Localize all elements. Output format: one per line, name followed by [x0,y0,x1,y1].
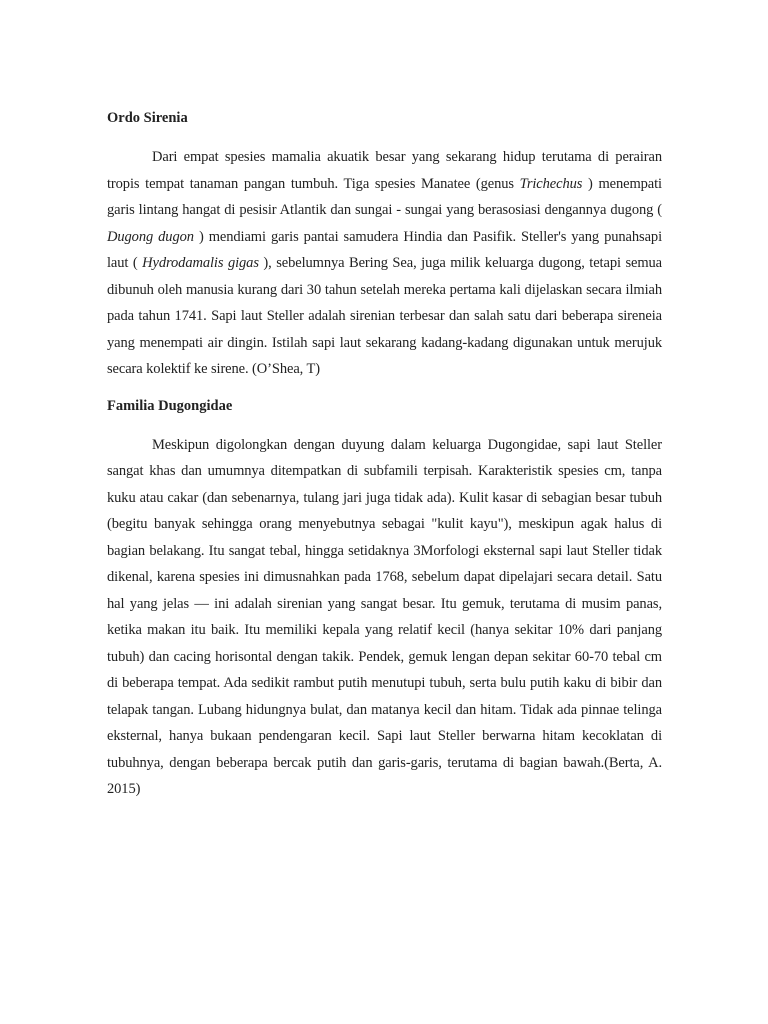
species-name-italic: Hydrodamalis gigas [142,255,259,271]
paragraph-text: ) mendiami garis pantai samudera Hindia dan Pasifik. Steller's yang punahsapi laut ( [107,228,663,271]
paragraph-text: Meskipun digolongkan dengan duyung dalam keluarga Dugongidae, sapi laut Steller sangat khas dan umumnya ditempatkan di subfamili terpisah. Karakteristik spesies cm, tanpa kuku atau cakar (dan sebenarnya, tulang jari juga tidak ada). Kulit kasar di sebagian besar tubuh (begitu banyak sehingga orang menyebutnya sebagai "kulit kayu"), meskipun agak halus di bagian belakang. Itu sangat tebal, hingga setidaknya 3Morfologi eksternal sapi laut Steller tidak dikenal, karena spesies ini dimusnahkan pada 1768, sebelum dapat dipelajari secara detail. Satu hal yang jelas — ini adalah sirenian yang sangat besar. Itu gemuk, terutama di musim panas, ketika makan itu baik. Itu memiliki kepala yang relatif kecil (hanya sekitar 10% dari panjang tubuh) dan cacing horisontal dengan takik. Pendek, gemuk lengan depan sekitar 60-70 tebal cm di beberapa tempat. Ada sedikit rambut putih menutupi tubuh, serta bulu putih kaku di bibir dan telapak tangan. Lubang hidungnya bulat, dan matanya kecil dan hitam. Tidak ada pinnae telinga eksternal, hanya bukaan pendengaran kecil. Sapi laut Steller berwarna hitam kecoklatan di tubuhnya, dengan beberapa bercak putih dan garis-garis, terutama di bagian bawah.(Berta, A. 2015) [107,436,662,797]
paragraph-familia-dugongidae [107,432,662,803]
paragraph-ordo-sirenia [107,144,662,383]
paragraph-text: ), sebelumnya Bering Sea, juga milik keluarga dugong, tetapi semua dibunuh oleh manusia kurang dari 30 tahun setelah mereka pertama kali dijelaskan secara ilmiah pada tahun 1741. Sapi laut Steller adalah sirenian terbesar dan salah satu dari beberapa sireneia yang menempati air dingin. Istilah sapi laut sekarang kadang-kadang digunakan untuk merujuk secara kolektif ke sirene. (O’Shea, T) [107,255,662,377]
species-name-italic: Trichechus [519,175,583,192]
document-page [107,108,662,803]
section-heading-familia-dugongidae: Familia Dugongidae [107,397,233,414]
section-heading-ordo-sirenia: Ordo Sirenia [107,110,188,126]
species-name-italic: Dugong dugon [107,228,194,245]
paragraph-text: Dari empat spesies mamalia akuatik besar yang sekarang hidup terutama di perairan tropis tempat tanaman pangan tumbuh. Tiga spesies Manatee (genus [107,149,662,192]
paragraph-text: ) menempati garis lintang hangat di pesisir Atlantik dan sungai - sungai yang berasosiasi dengannya dugong ( [107,175,662,218]
